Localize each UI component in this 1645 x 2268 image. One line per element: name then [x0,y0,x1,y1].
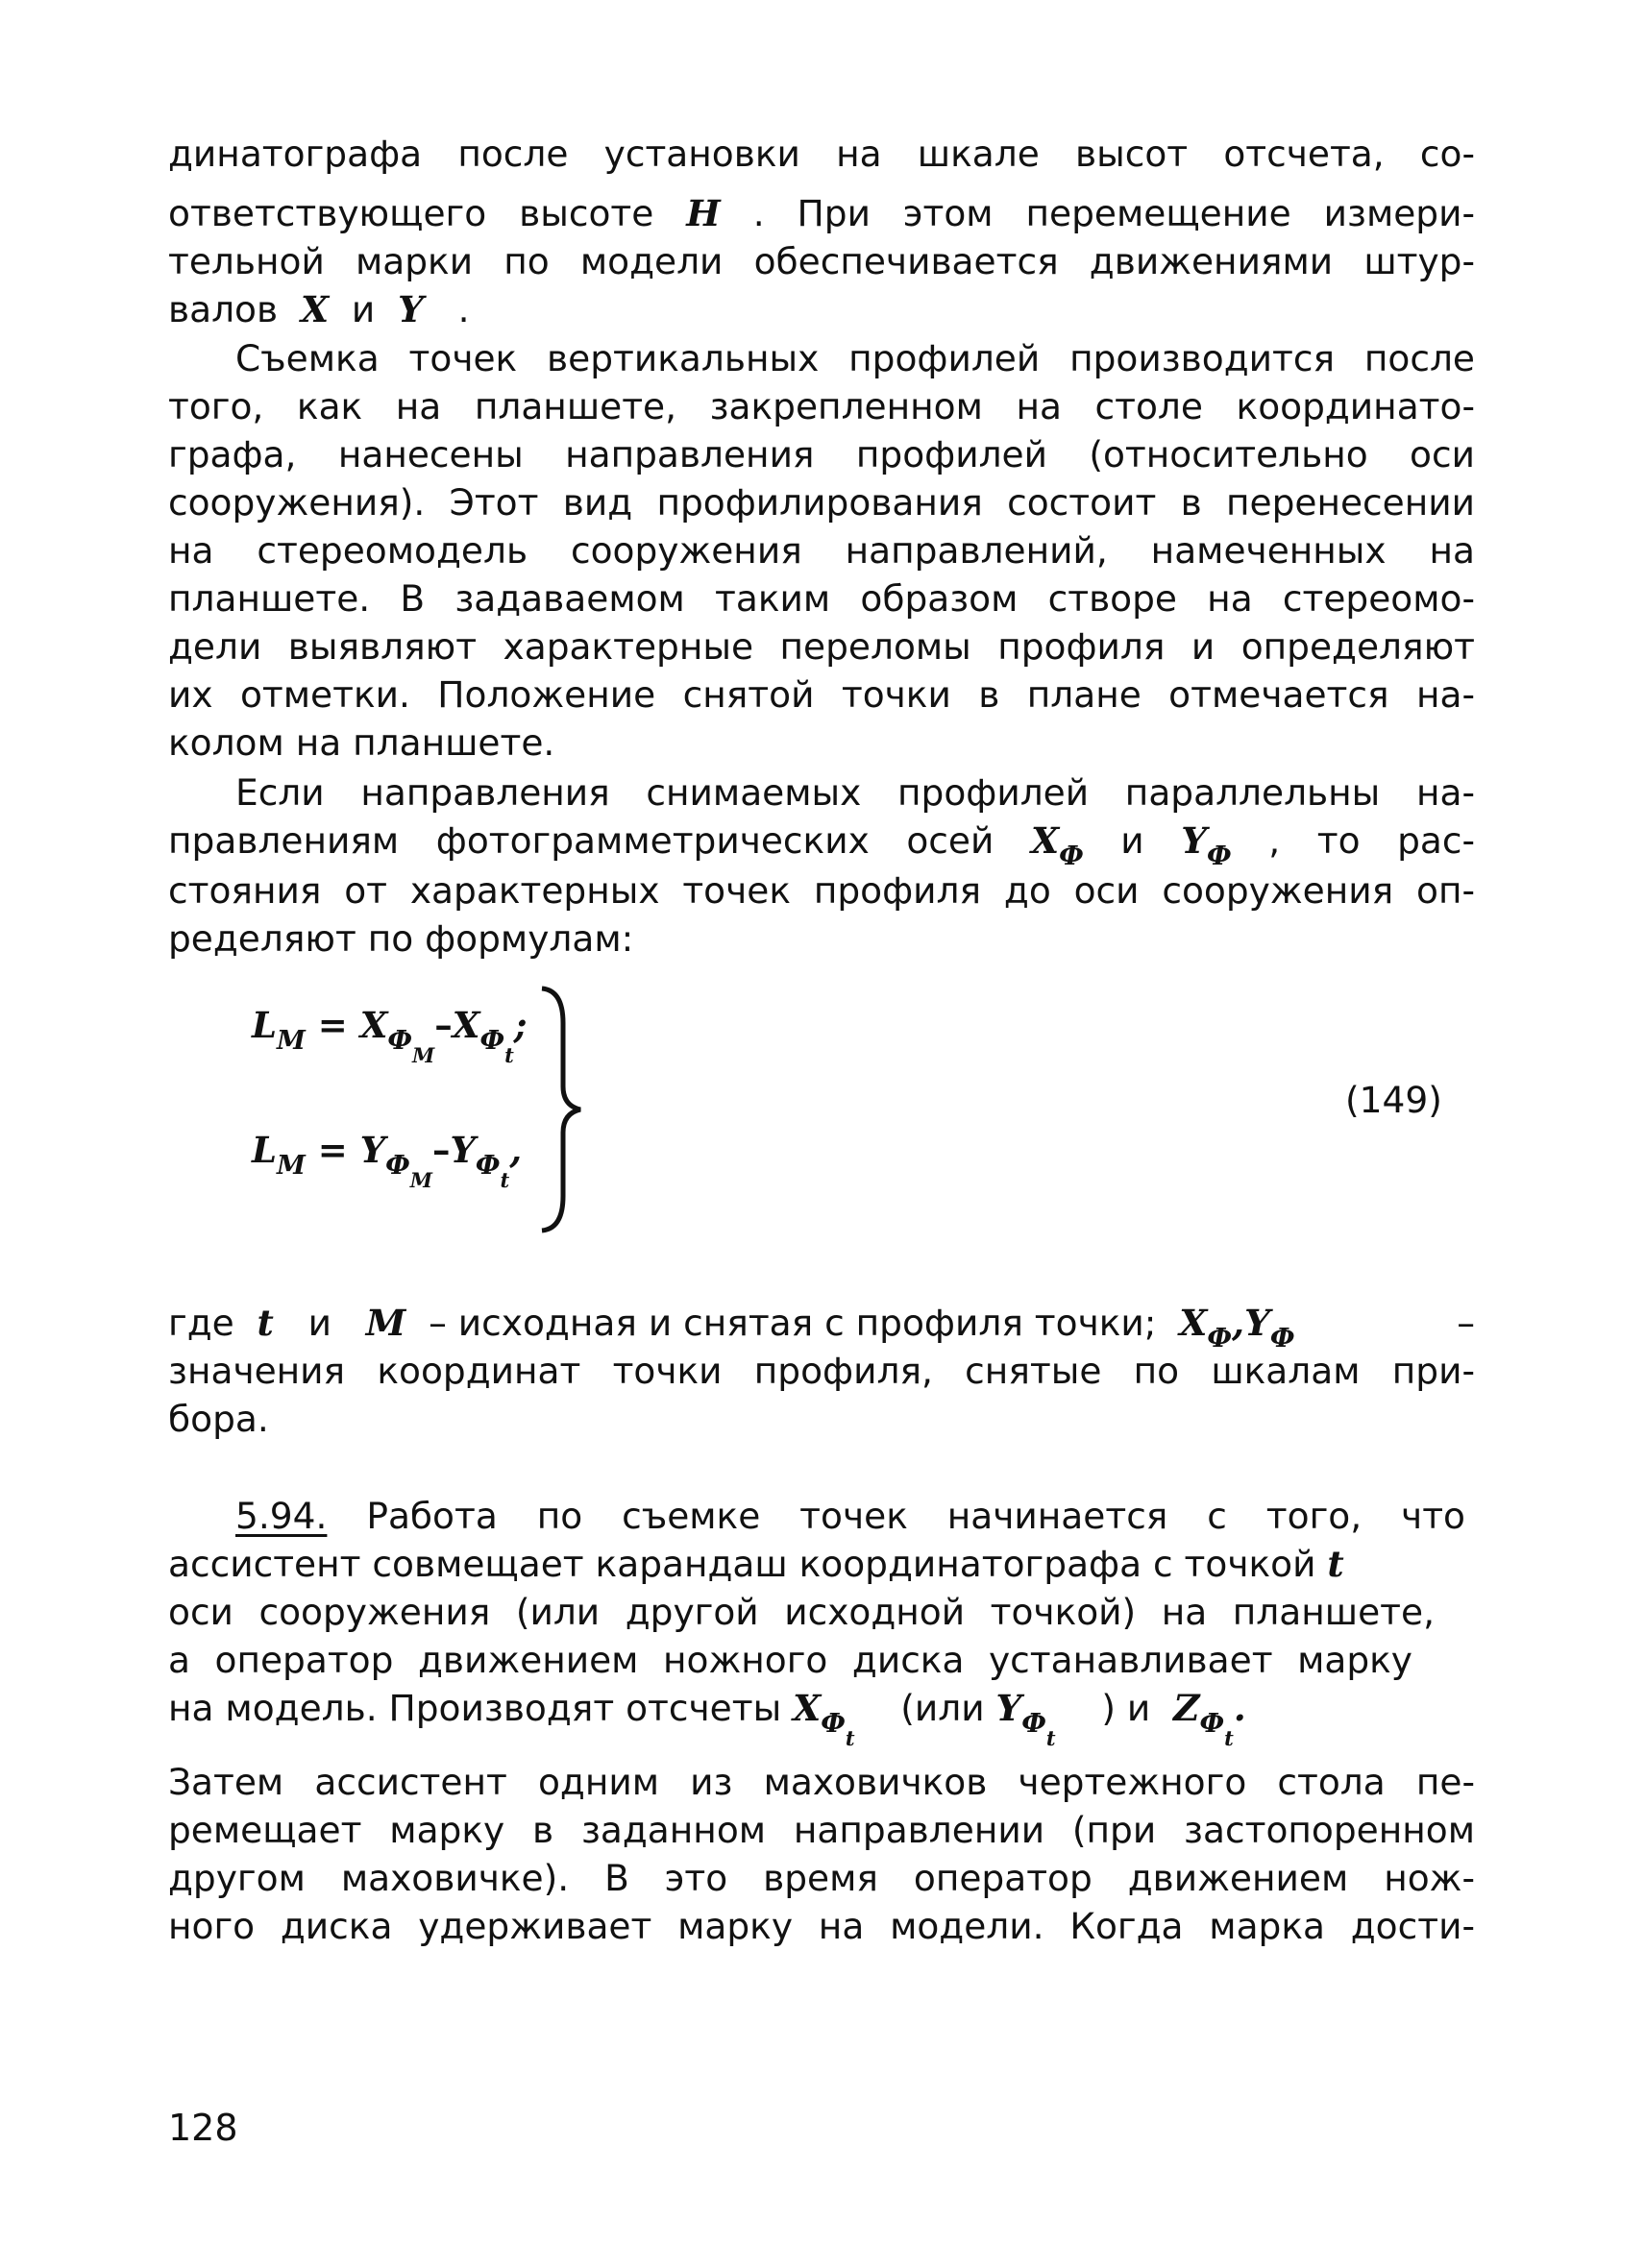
text-line: правлениям фотограмметрических осей $X_Ф$ и $Y_Ф$ , то рас- [168,819,1476,871]
equation-number: (149) [1345,1079,1442,1121]
text-line: динатографа после установки на шкале высот отсчета, со- [168,133,1475,175]
text-line: их отметки. Положение снятой точки в плане отмечается на- [168,673,1475,716]
text-line: стояния от характерных точек профиля до оси сооружения оп- [168,869,1475,912]
section-number: 5.94. [235,1495,328,1537]
text-line: дели выявляют характерные переломы профиля и определяют [168,625,1475,668]
text-line: другом маховичке). В это время оператор движением нож- [168,1857,1475,1899]
var-H: H [686,192,721,234]
text-line: оси сооружения (или другой исходной точкой) на планшете, [168,1591,1435,1633]
right-brace-icon [538,985,586,1234]
text-line: ного диска удерживает марку на модели. Когда марка дости- [168,1905,1475,1947]
page-number: 128 [168,2107,238,2149]
text-line: Если направления снимаемых профилей параллельны на- [235,771,1475,814]
text-line: тельной марки по модели обеспечивается движениями штур- [168,240,1475,282]
text-line: того, как на планшете, закрепленном на столе координато- [168,385,1475,427]
text-line: валов X и Y . [168,288,470,330]
text-line: сооружения). Этот вид профилирования состоит в перенесении [168,481,1475,524]
text-line: на стереомодель сооружения направлений, намеченных на [168,529,1475,572]
text-line: Затем ассистент одним из маховичков чертежного стола пе- [168,1761,1475,1803]
text-line: а оператор движением ножного диска устанавливает марку [168,1639,1412,1681]
formula-line-2: $L_M = Y_{Ф_M}-Y_{Ф_t}$, [252,1129,523,1192]
text-line: значения координат точки профиля, снятые по шкалам при- [168,1350,1475,1392]
text-line: ответствующего высоте H . При этом перемещение измери- [168,192,1476,234]
text-line: бора. [168,1398,269,1440]
text-line: планшете. В задаваемом таким образом створе на стереомо- [168,577,1475,620]
text-line: ассистент совмещает карандаш координатографа с точкой t [168,1543,1344,1585]
text-line: графа, нанесены направления профилей (относительно оси [168,433,1475,476]
text-line: ремещает марку в заданном направлении (при застопоренном [168,1809,1475,1851]
text-line: где t и M – исходная и снятая с профиля точки; $X_Ф,Y_Ф$ – [168,1302,1475,1353]
text-line: на модель. Производят отсчеты $X_{Ф_t}$ (или $Y_{Ф_t}$ ) и $Z_{Ф_t}$. [168,1687,1246,1750]
text-line: ределяют по формулам: [168,917,634,960]
text-line: колом на планшете. [168,721,555,764]
text-line: Съемка точек вертикальных профилей производится после [235,337,1475,379]
text-line: 5.94. Работа по съемке точек начинается с того, что [235,1495,1465,1537]
formula-line-1: $L_M = X_{Ф_M}-X_{Ф_t}$; [252,1004,528,1067]
